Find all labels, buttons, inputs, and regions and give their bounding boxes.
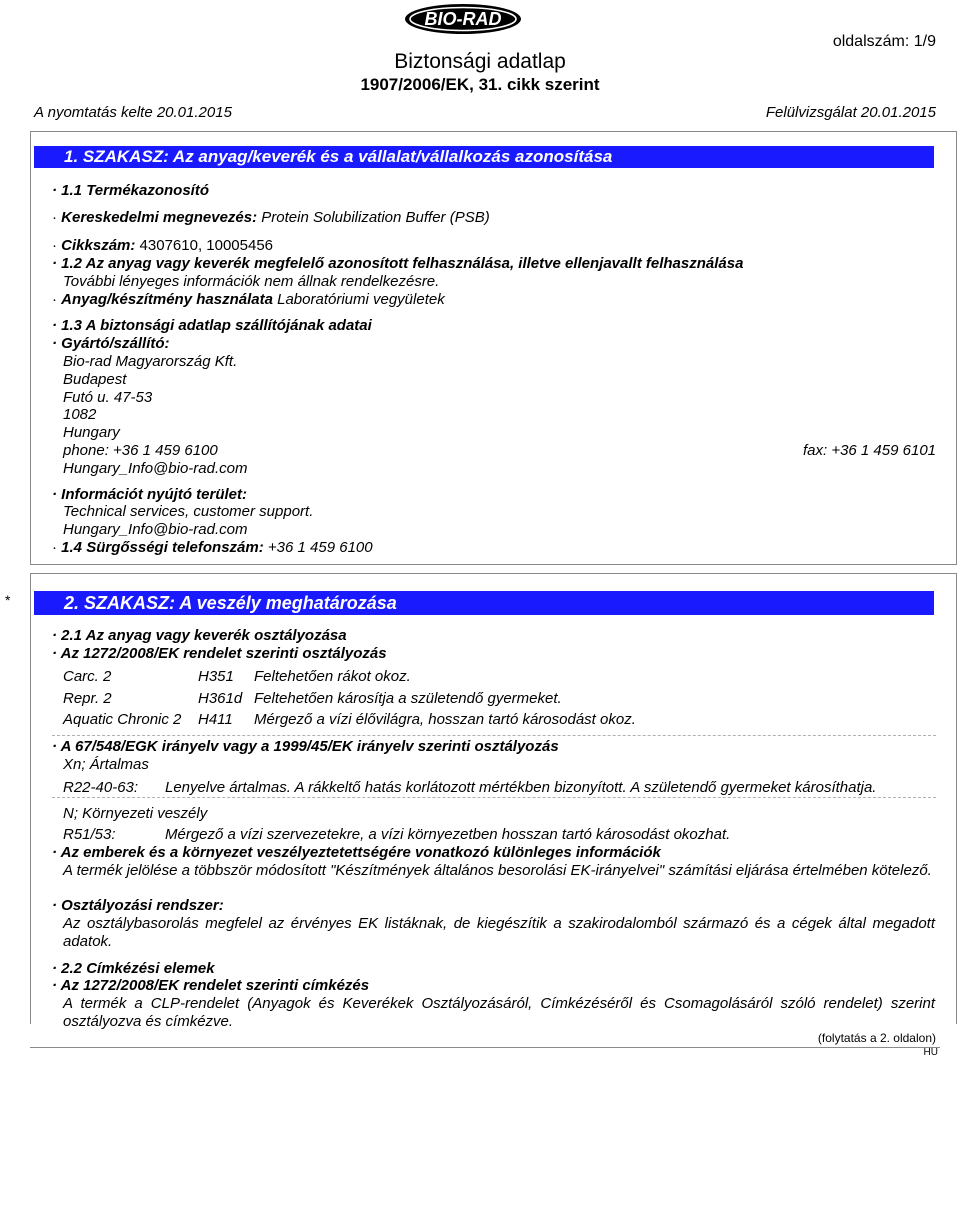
trade-name: · Kereskedelmi megnevezés: Protein Solubilization Buffer (PSB) [52, 209, 490, 226]
classification-system-label: · Osztályozási rendszer: [52, 897, 224, 914]
bio-rad-logo [404, 3, 522, 35]
revision-date: Felülvizsgálat 20.01.2015 [765, 104, 936, 121]
label-elements-heading: · 2.2 Címkézési elemek [52, 960, 215, 977]
divider [52, 735, 936, 736]
clp-code-1: H351 [198, 668, 234, 685]
document-subtitle: 1907/2006/EK, 31. cikk szerint [360, 75, 600, 94]
svg-text:BIO-RAD: BIO-RAD [424, 9, 502, 29]
clp-labelling-label: · Az 1272/2008/EK rendelet szerinti címkézés [52, 977, 370, 994]
language-code: HU [923, 1047, 938, 1058]
section-1-heading: 1. SZAKASZ: Az anyag/keverék és a vállalat/vállalkozás azonosítása [34, 146, 934, 168]
info-department-label: · Információt nyújtó terület: [52, 486, 248, 503]
supplier-street: Futó u. 47-53 [63, 389, 153, 406]
page-number: oldalszám: 1/9 [832, 33, 936, 50]
dsd-classification-label: · A 67/548/EGK irányelv vagy a 1999/45/EK irányelv szerinti osztályozás [52, 738, 559, 755]
clp-class-3: Aquatic Chronic 2 [63, 711, 182, 728]
identified-uses-heading: · 1.2 Az anyag vagy keverék megfelelő azonosított felhasználása, illetve ellenjavallt felhasználása [52, 255, 744, 272]
product-identifier-heading: · 1.1 Termékazonosító [52, 182, 209, 199]
document-title: Biztonsági adatlap [394, 50, 566, 73]
clp-code-2: H361d [198, 690, 243, 707]
clp-labelling-text: A termék a CLP-rendelet (Anyagok és Keverékek Osztályozásáról, Címkézéséről és Csomagolásáról szóló rendelet) szerint osztályozva és címkézve. [63, 995, 935, 1030]
r-phrase-code-1: R22-40-63: [63, 779, 139, 796]
continued-note: (folytatás a 2. oldalon) [817, 1031, 936, 1045]
supplier-fax: fax: +36 1 459 6101 [802, 442, 936, 459]
divider [52, 797, 936, 798]
special-hazards-label: · Az emberek és a környezet veszélyeztetettségére vonatkozó különleges információk [52, 844, 661, 861]
revision-marker: * [5, 592, 11, 608]
info-department-email[interactable]: Hungary_Info@bio-rad.com [63, 521, 248, 538]
supplier-city: Budapest [63, 371, 127, 388]
section-2-heading: 2. SZAKASZ: A veszély meghatározása [34, 591, 934, 615]
supplier-country: Hungary [63, 424, 120, 441]
classification-heading: · 2.1 Az anyag vagy keverék osztályozása [52, 627, 347, 644]
r-phrase-text-2: Mérgező a vízi szervezetekre, a vízi környezetben hosszan tartó károsodást okozhat. [165, 826, 731, 843]
dsd-class-xn: Xn; Ártalmas [63, 756, 149, 773]
info-department-text: Technical services, customer support. [63, 503, 314, 520]
emergency-phone: · 1.4 Sürgősségi telefonszám: +36 1 459 6100 [52, 539, 373, 556]
clp-text-3: Mérgező a vízi élővilágra, hosszan tartó károsodást okoz. [254, 711, 636, 728]
substance-use: · Anyag/készítmény használata Laboratóriumi vegyületek [52, 291, 445, 308]
supplier-label: · Gyártó/szállító: [52, 335, 170, 352]
supplier-email[interactable]: Hungary_Info@bio-rad.com [63, 460, 248, 477]
clp-code-3: H411 [198, 711, 233, 728]
r-phrase-code-2: R51/53: [63, 826, 116, 843]
special-hazards-text: A termék jelölése a többször módosított "Készítmények általános besorolási EK-irányelvei" számítási eljárása értelmében kötelező. [63, 862, 932, 879]
clp-class-2: Repr. 2 [63, 690, 112, 707]
supplier-phone: phone: +36 1 459 6100 [63, 442, 218, 459]
dsd-class-n: N; Környezeti veszély [63, 805, 208, 822]
r-phrase-text-1: Lenyelve ártalmas. A rákkeltő hatás korlátozott mértékben bizonyított. A születendő gyermeket károsíthatja. [165, 779, 877, 796]
article-number: · Cikkszám: 4307610, 10005456 [52, 237, 274, 254]
clp-class-1: Carc. 2 [63, 668, 112, 685]
clp-text-2: Feltehetően károsítja a születendő gyermeket. [254, 690, 562, 707]
supplier-name: Bio-rad Magyarország Kft. [63, 353, 238, 370]
supplier-postcode: 1082 [63, 406, 97, 423]
classification-system-text: Az osztálybasorolás megfelel az érvényes EK listáknak, de kiegészítik a szakirodalomból származó és a cégek által megadott adatok. [63, 915, 935, 950]
footer-rule [30, 1047, 940, 1048]
clp-text-1: Feltehetően rákot okoz. [254, 668, 411, 685]
clp-classification-label: · Az 1272/2008/EK rendelet szerinti osztályozás [52, 645, 387, 662]
further-info: További lényeges információk nem állnak rendelkezésre. [63, 273, 440, 290]
print-date: A nyomtatás kelte 20.01.2015 [34, 104, 232, 121]
supplier-details-heading: · 1.3 A biztonsági adatlap szállítójának adatai [52, 317, 372, 334]
